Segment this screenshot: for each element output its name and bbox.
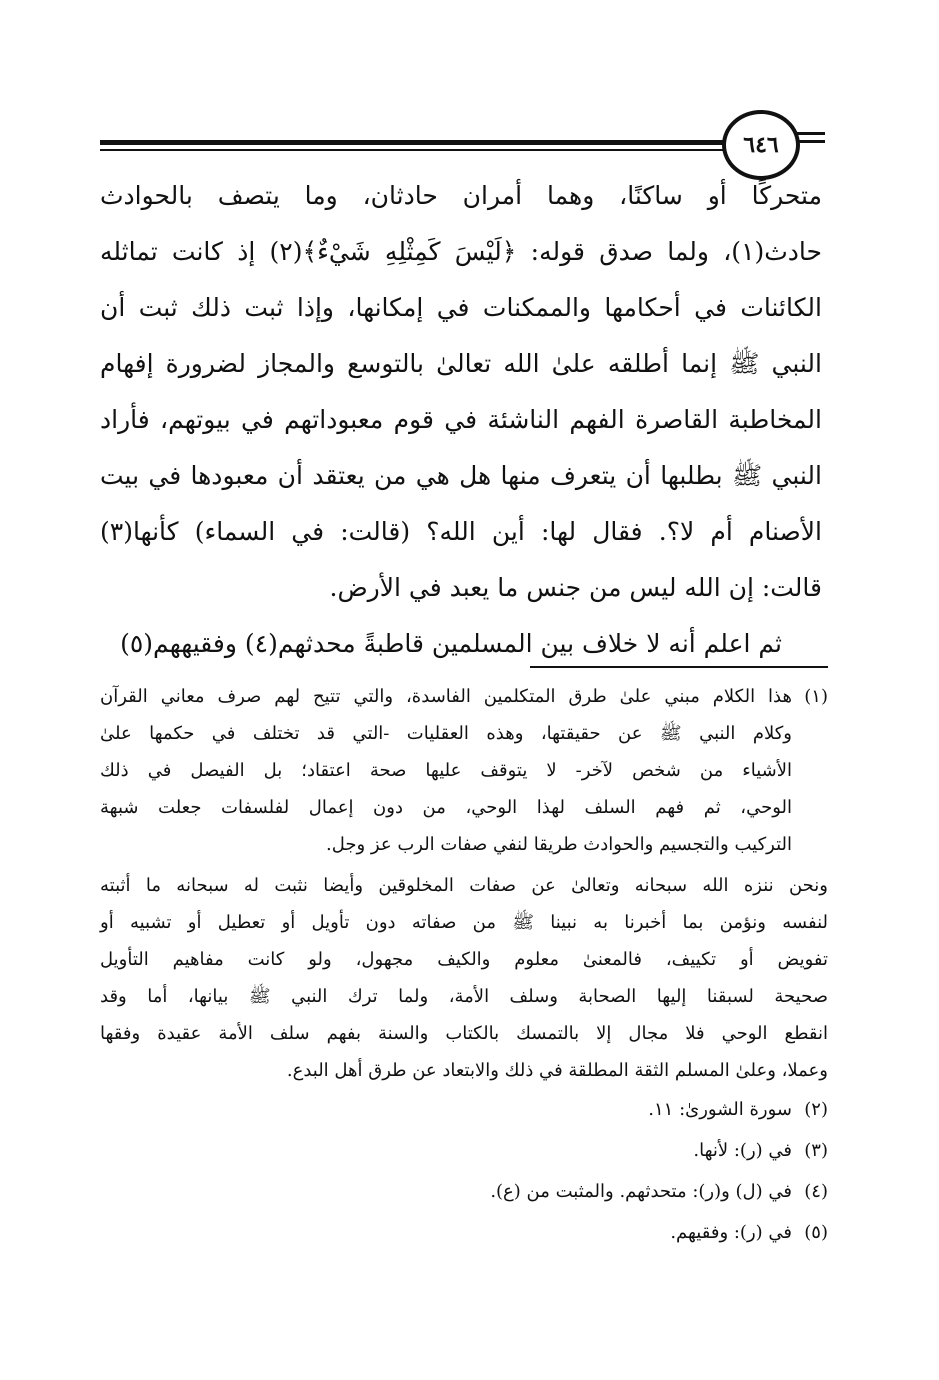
footnote-line: سورة الشورىٰ: ١١. — [648, 1099, 792, 1120]
main-text — [100, 168, 822, 672]
footnote-line: في (ر): وفقيهم. — [670, 1222, 792, 1243]
footnote-line: الوحي، ثم فهم السلف لهذا الوحي، من دون إعمال لفلسفات جعلت شبهة — [100, 797, 792, 818]
page-number: ٦٤٦ — [722, 110, 800, 180]
header-rule-right — [795, 132, 825, 135]
text-line: الأصنام أم لا؟. فقال لها: أين الله؟ (قالت: في السماء) كأنها(٣) — [100, 517, 822, 546]
footnote-line: تفويض أو تكييف، فالمعنىٰ معلوم والكيف مجهول، ولو كانت مفاهيم التأويل — [100, 949, 828, 970]
header-rule-thin — [100, 149, 725, 151]
text-line: المخاطبة القاصرة الفهم الناشئة في قوم معبوداتهم في بيوتهم، فأراد — [100, 405, 822, 434]
footnote-line: في (ر): لأنها. — [693, 1140, 792, 1161]
footnote — [100, 1089, 828, 1130]
text-line: قالت: إن الله ليس من جنس ما يعبد في الأرض. — [329, 573, 822, 602]
text-line: حادث(١)، ولما صدق قوله: ﴿لَيْسَ كَمِثْلِهِ شَيْءٌ﴾(٢) إذ كانت تماثله — [100, 237, 822, 266]
footnote-number: (٥) — [804, 1222, 828, 1243]
text-line: النبي ﷺ إنما أطلقه علىٰ الله تعالىٰ بالتوسع والمجاز لضرورة إفهام — [100, 349, 822, 378]
footnotes — [100, 678, 828, 1253]
footnote-line: وعملا، وعلىٰ المسلم الثقة المطلقة في ذلك والابتعاد عن طرق أهل البدع. — [286, 1060, 828, 1081]
footnote — [100, 678, 828, 863]
footnote-line: في (ل) و(ر): متحدثهم. والمثبت من (ع). — [490, 1181, 792, 1202]
footnote-line: وكلام النبي ﷺ عن حقيقتها، وهذه العقليات -التي قد تختلف في حكمها علىٰ — [100, 723, 792, 744]
footnote-line: صحيحة لسبقنا إليها الصحابة وسلف الأمة، ولما ترك النبي ﷺ بيانها، أما وقد — [100, 986, 828, 1007]
footnote-number: (١) — [804, 686, 828, 707]
footnote-line: هذا الكلام مبني علىٰ طرق المتكلمين الفاسدة، والتي تتيح لهم صرف معاني القرآن — [100, 686, 792, 707]
footnote — [100, 1130, 828, 1171]
footnote — [100, 1171, 828, 1212]
footnote-separator — [530, 666, 828, 668]
footnote-number: (٣) — [804, 1140, 828, 1161]
footnote-line: ونحن ننزه الله سبحانه وتعالىٰ عن صفات المخلوقين وأيضا نثبت له سبحانه ما أثبته — [100, 875, 828, 896]
footnote — [100, 1212, 828, 1253]
footnote-line: التركيب والتجسيم والحوادث طريقا لنفي صفات الرب عز وجل. — [326, 834, 792, 855]
text-line: النبي ﷺ بطلبها أن يتعرف منها هل هي من يعتقد أن معبودها في بيت — [100, 461, 822, 490]
header-rule-thick — [100, 140, 725, 145]
text-line: الكائنات في أحكامها والممكنات في إمكانها، وإذا ثبت ذلك ثبت أن — [100, 293, 822, 322]
footnote-number: (٢) — [804, 1099, 828, 1120]
footnote-paragraph — [100, 867, 828, 1089]
footnote-number: (٤) — [804, 1181, 828, 1202]
footnote-line: لنفسه ونؤمن بما أخبرنا به نبينا ﷺ من صفاته دون تأويل أو تعطيل أو تشبيه أو — [100, 912, 828, 933]
text-line: متحركًا أو ساكنًا، وهما أمران حادثان، وما يتصف بالحوادث — [100, 181, 822, 210]
footnote-line: انقطع الوحي فلا مجال إلا بالتمسك بالكتاب والسنة بفهم سلف الأمة عقيدة وفقها — [100, 1023, 828, 1044]
text-line: ثم اعلم أنه لا خلاف بين المسلمين قاطبةً محدثهم(٤) وفقيههم(٥) — [120, 629, 782, 658]
footnote-line: الأشياء من شخص لآخر- لا يتوقف عليها صحة اعتقاد؛ بل الفيصل في ذلك — [100, 760, 792, 781]
